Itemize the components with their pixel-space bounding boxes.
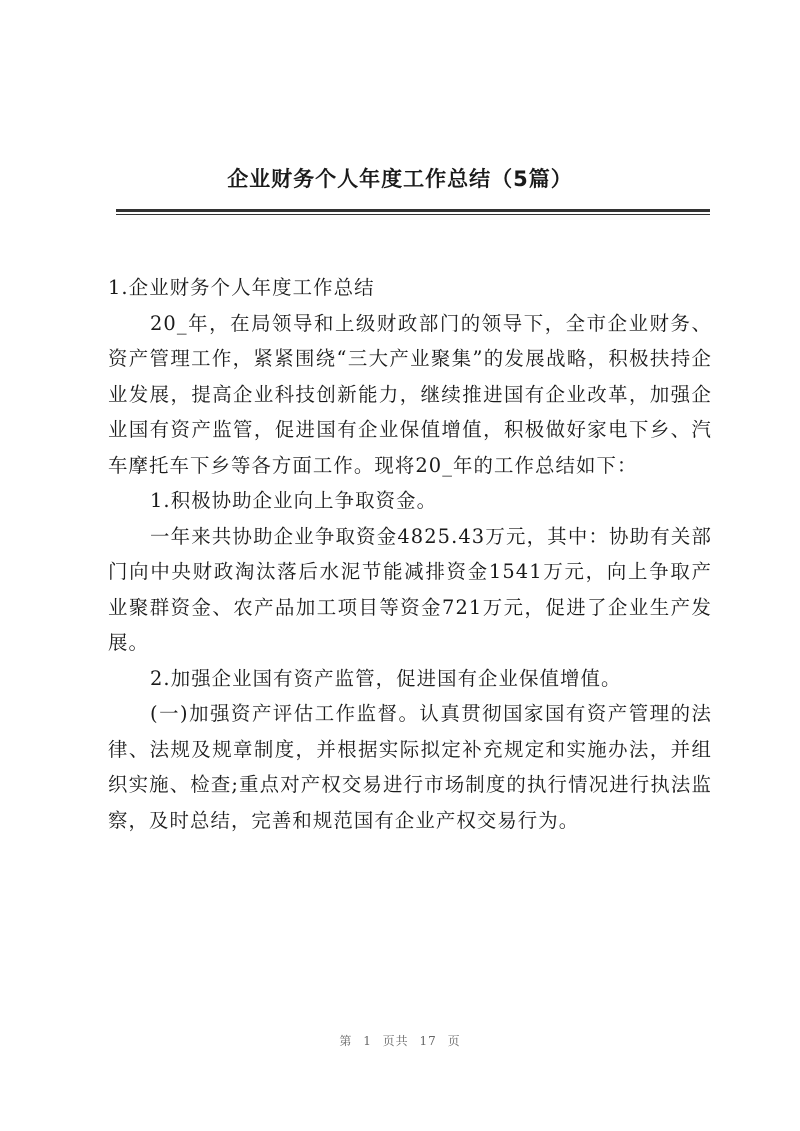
paragraph-item-2-heading: 2.加强企业国有资产监管，促进国有企业保值增值。 (150, 666, 622, 690)
paragraph-item-1-body: 一年来共协助企业争取资金4825.43万元，其中：协助有关部门向中央财政淘汰落后水泥节能减排资金1541万元，向上争取产业聚群资金、农产品加工项目等资金721万元，促进了企业生产发展。 (108, 524, 712, 654)
paragraph-item-2-body: (一)加强资产评估工作监督。认真贯彻国家国有资产管理的法律、法规及规章制度，并根据实际拟定补充规定和实施办法，并组织实施、检查;重点对产权交易进行市场制度的执行情况进行执法监察，及时总结，完善和规范国有企业产权交易行为。 (108, 702, 712, 832)
section-heading: 1.企业财务个人年度工作总结 (108, 276, 375, 299)
document-title: 企业财务个人年度工作总结（5篇） (227, 167, 573, 191)
paragraph-item-1-heading: 1.积极协助企业向上争取资金。 (150, 489, 438, 512)
title-divider-thick (116, 209, 710, 212)
page-footer: 第 1 页共 17 页 (339, 1034, 461, 1048)
paragraph-intro: 20_年，在局领导和上级财政部门的领导下，全市企业财务、资产管理工作，紧紧围绕“三大产业聚集”的发展战略，积极扶持企业发展，提高企业科技创新能力，继续推进国有企业改革，加强企业国有资产监管，促进国有企业保值增值，积极做好家电下乡、汽车摩托车下乡等各方面工作。现将20_年的工作总结如下： (108, 311, 712, 477)
title-divider-thin (116, 214, 710, 215)
document-body (108, 270, 712, 838)
